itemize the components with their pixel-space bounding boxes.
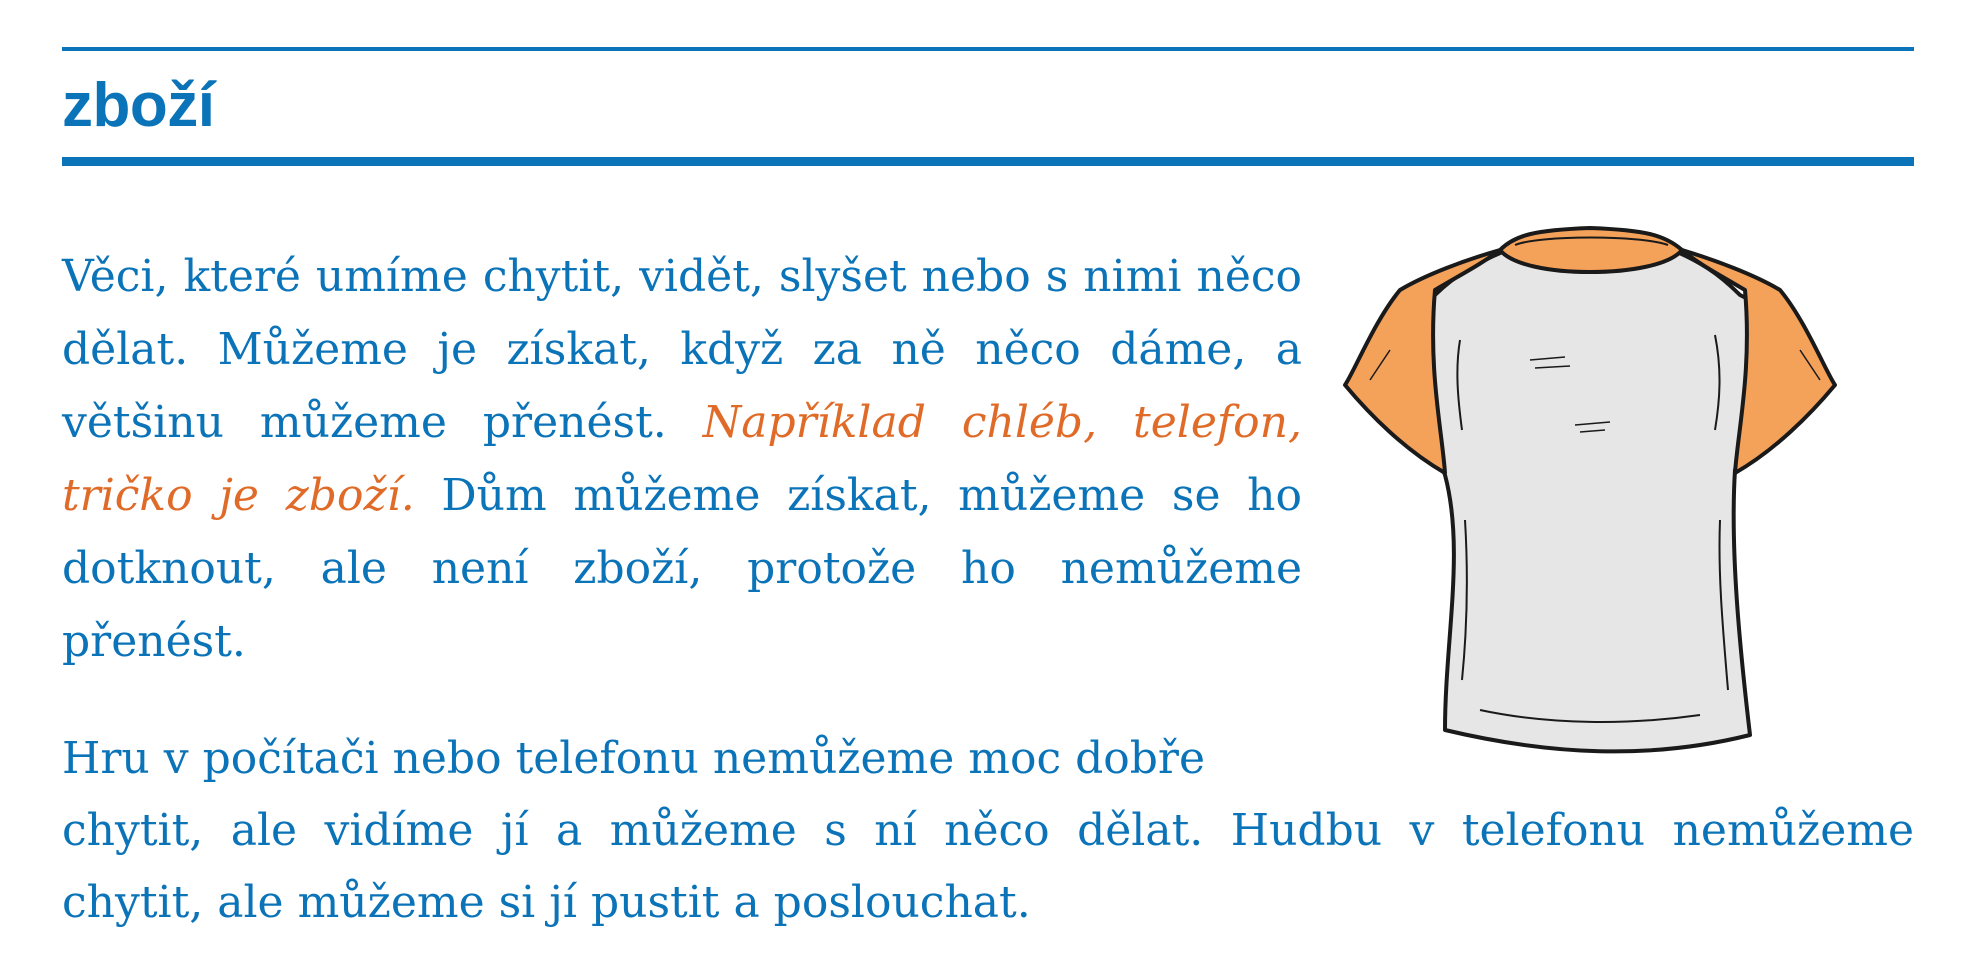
definition-paragraph <box>62 240 1302 678</box>
paragraph-line-1: Hru v počítači nebo telefonu nemůžeme moc dobře <box>62 733 1205 784</box>
page-title: zboží <box>62 71 215 140</box>
t-shirt-icon <box>1330 220 1930 780</box>
paragraph-line-2: chytit, ale vidíme jí a můžeme s ní něco dělat. Hudbu v telefonu nemůžeme <box>62 805 1914 856</box>
definition-text-end: Dům můžeme získat, můžeme se ho dotknout, ale není zboží, protože ho nemůžeme přenést. <box>62 470 1302 667</box>
paragraph-line-3: chytit, ale můžeme si jí pustit a poslouchat. <box>62 877 1031 928</box>
heading-bottom-rule <box>62 157 1914 166</box>
example-sentence: Například chléb, telefon, tričko je zboží. <box>62 397 1302 521</box>
heading-top-rule <box>62 47 1914 51</box>
digital-goods-paragraph <box>62 723 1914 939</box>
t-shirt-illustration <box>1330 220 1930 780</box>
definition-text-start: Věci, které umíme chytit, vidět, slyšet nebo s nimi něco dělat. Můžeme je získat, když za ně něco dáme, a většinu můžeme přenést. <box>62 251 1302 448</box>
